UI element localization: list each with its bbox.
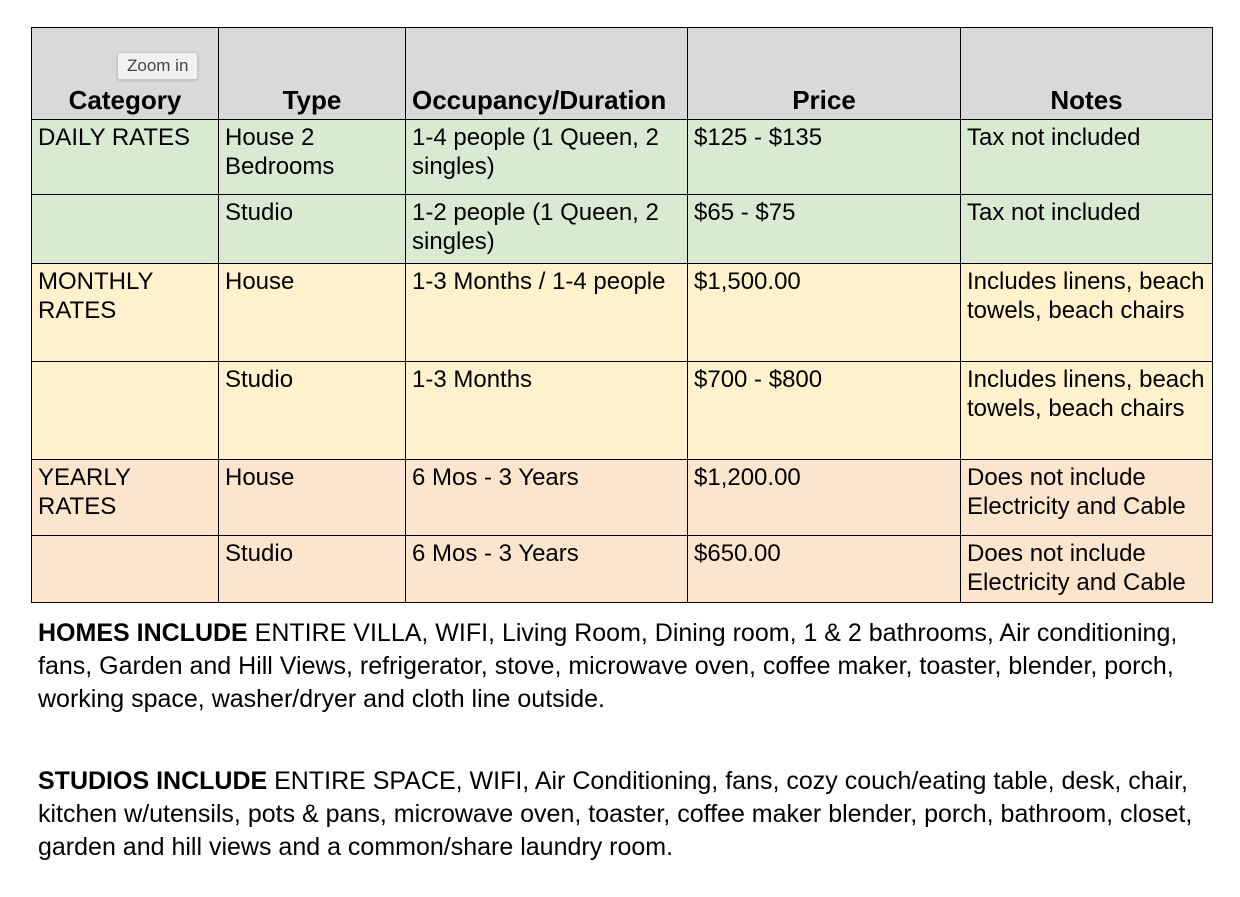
notes-cell: Tax not included [961, 120, 1213, 195]
header-category: Category [32, 28, 219, 120]
studios-include-paragraph [38, 765, 1208, 864]
table-row [32, 264, 1213, 362]
table-row [32, 460, 1213, 536]
type-cell: Studio [219, 536, 406, 603]
category-cell [32, 536, 219, 603]
category-cell [32, 195, 219, 264]
category-cell: MONTHLY RATES [32, 264, 219, 362]
occupancy-cell: 6 Mos - 3 Years [406, 536, 688, 603]
studios-include-text: ENTIRE SPACE, WIFI, Air Conditioning, fans, cozy couch/eating table, desk, chair, kitchen w/utensils, pots & pans, microwave oven, toaster, coffee maker blender, porch, bathroom, closet, garden and hill views and a common/share laundry room. [38, 767, 1193, 861]
notes-cell: Does not include Electricity and Cable [961, 536, 1213, 603]
price-cell: $700 - $800 [688, 362, 961, 460]
notes-cell: Tax not included [961, 195, 1213, 264]
occupancy-cell: 1-3 Months [406, 362, 688, 460]
type-cell: Studio [219, 195, 406, 264]
header-row [32, 28, 1213, 120]
rates-table [31, 27, 1213, 603]
occupancy-cell: 1-3 Months / 1-4 people [406, 264, 688, 362]
category-cell [32, 362, 219, 460]
homes-include-text: ENTIRE VILLA, WIFI, Living Room, Dining room, 1 & 2 bathrooms, Air conditioning, fans, Garden and Hill Views, refrigerator, stove, microwave oven, coffee maker, toaster, blender, porch, working space, washer/dryer and cloth line outside. [38, 619, 1178, 713]
table-row [32, 195, 1213, 264]
type-cell: Studio [219, 362, 406, 460]
header-notes: Notes [961, 28, 1213, 120]
zoom-in-button[interactable]: Zoom in [117, 52, 198, 80]
price-cell: $125 - $135 [688, 120, 961, 195]
price-cell: $650.00 [688, 536, 961, 603]
price-cell: $1,200.00 [688, 460, 961, 536]
type-cell: House [219, 264, 406, 362]
occupancy-cell: 1-2 people (1 Queen, 2 singles) [406, 195, 688, 264]
notes-cell: Includes linens, beach towels, beach chairs [961, 264, 1213, 362]
category-cell: DAILY RATES [32, 120, 219, 195]
occupancy-cell: 6 Mos - 3 Years [406, 460, 688, 536]
header-price: Price [688, 28, 961, 120]
table-row [32, 120, 1213, 195]
notes-cell: Includes linens, beach towels, beach chairs [961, 362, 1213, 460]
homes-include-paragraph [38, 617, 1208, 716]
category-cell: YEARLY RATES [32, 460, 219, 536]
price-cell: $1,500.00 [688, 264, 961, 362]
price-cell: $65 - $75 [688, 195, 961, 264]
type-cell: House 2 Bedrooms [219, 120, 406, 195]
table-row [32, 536, 1213, 603]
type-cell: House [219, 460, 406, 536]
homes-include-label: HOMES INCLUDE [38, 619, 248, 647]
studios-include-label: STUDIOS INCLUDE [38, 767, 268, 795]
header-occupancy: Occupancy/Duration [406, 28, 688, 120]
occupancy-cell: 1-4 people (1 Queen, 2 singles) [406, 120, 688, 195]
notes-cell: Does not include Electricity and Cable [961, 460, 1213, 536]
header-type: Type [219, 28, 406, 120]
table-row [32, 362, 1213, 460]
